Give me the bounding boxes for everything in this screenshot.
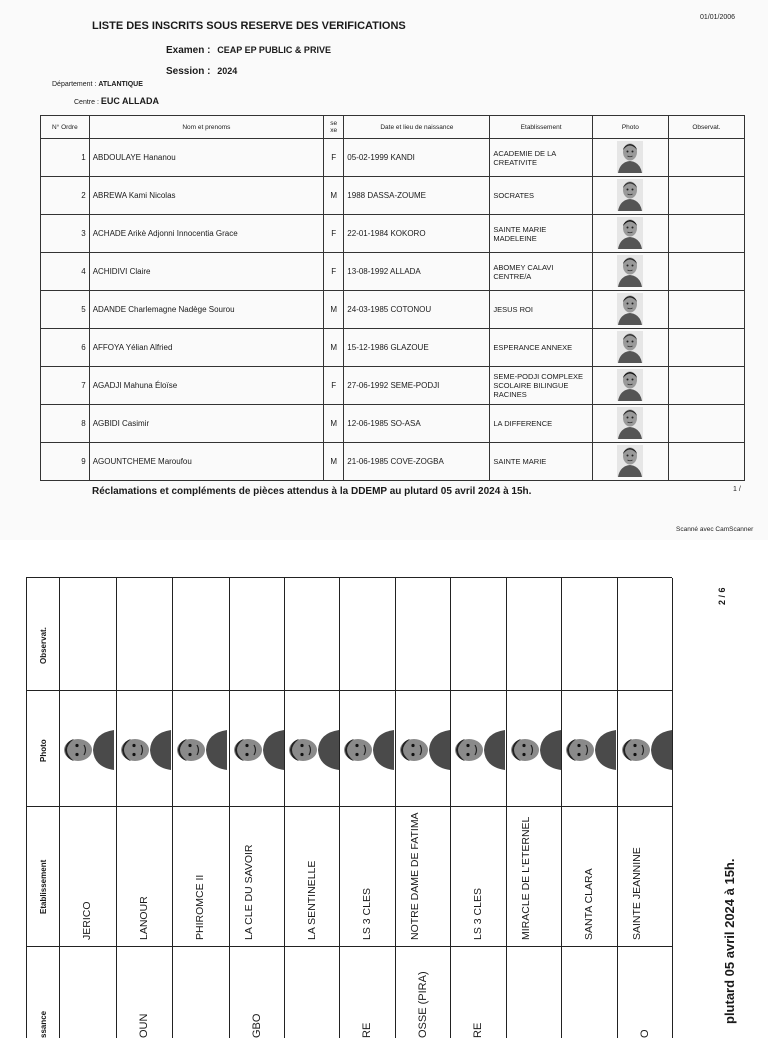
examen-line — [166, 45, 331, 56]
cell-etablissement: ACADEMIE DE LA CREATIVITE — [490, 139, 592, 177]
table-divider — [672, 578, 673, 1038]
rotated-header-photo: Photo — [39, 739, 48, 762]
scanner-watermark: Scanné avec CamScanner — [676, 526, 754, 533]
cell-observ — [668, 443, 744, 481]
page-number: 1 / — [733, 486, 741, 493]
rotated-naissance-fragment: O — [639, 1029, 651, 1038]
cell-nom: ABDOULAYE Hananou — [89, 139, 323, 177]
rotated-etablissement: LS 3 CLES — [361, 888, 373, 940]
cell-naissance: 12-06-1985 SO-ASA — [344, 405, 490, 443]
cell-ordre: 8 — [41, 405, 90, 443]
cell-etablissement: ESPERANCE ANNEXE — [490, 329, 592, 367]
cell-naissance: 1988 DASSA-ZOUME — [344, 177, 490, 215]
cell-sexe: M — [324, 405, 344, 443]
cell-etablissement: ABOMEY CALAVI CENTRE/A — [490, 253, 592, 291]
cell-ordre: 3 — [41, 215, 90, 253]
session-value: 2024 — [217, 66, 238, 76]
candidate-photo — [617, 445, 643, 477]
departement-line — [52, 81, 143, 88]
cell-naissance: 22-01-1984 KOKORO — [344, 215, 490, 253]
examen-label: Examen : — [166, 45, 211, 56]
candidate-photo — [512, 723, 556, 777]
cell-nom: AGBIDI Casimir — [89, 405, 323, 443]
table-divider — [284, 578, 285, 1038]
cell-sexe: M — [324, 291, 344, 329]
candidate-photo — [617, 293, 643, 325]
rotated-etablissement: PHIROMCE II — [194, 874, 206, 940]
cell-ordre: 5 — [41, 291, 90, 329]
table-row — [41, 329, 745, 367]
cell-ordre: 7 — [41, 367, 90, 405]
rotated-etablissement: JERICO — [81, 901, 93, 940]
rotated-naissance-fragment: RE — [361, 1022, 373, 1038]
header-observ: Observat. — [668, 116, 744, 139]
cell-sexe: F — [324, 139, 344, 177]
cell-nom: ACHIDIVI Claire — [89, 253, 323, 291]
cell-naissance: 13-08-1992 ALLADA — [344, 253, 490, 291]
cell-etablissement: SOCRATES — [490, 177, 592, 215]
table-divider — [617, 578, 618, 1038]
candidate-photo — [617, 369, 643, 401]
header-naissance: Date et lieu de naissance — [344, 116, 490, 139]
cell-nom: AGOUNTCHEME Maroufou — [89, 443, 323, 481]
session-line — [166, 66, 237, 77]
rotated-etablissement: LA CLE DU SAVOIR — [243, 844, 255, 940]
cell-sexe: F — [324, 253, 344, 291]
cell-photo — [592, 139, 668, 177]
table-divider — [116, 578, 117, 1038]
rotated-header-observ: Observat. — [39, 627, 48, 664]
rotated-etablissement: LANOUR — [138, 896, 150, 940]
table-row — [41, 215, 745, 253]
table-row — [41, 367, 745, 405]
footer-notice: Réclamations et compléments de pièces attendus à la DDEMP au plutard 05 avril 2024 à 15h. — [92, 486, 532, 497]
table-divider — [506, 578, 507, 1038]
cell-nom: ACHADE Arikè Adjonni Innocentia Grace — [89, 215, 323, 253]
session-label: Session : — [166, 66, 211, 77]
candidate-photo — [456, 723, 500, 777]
rotated-naissance-fragment: OUN — [138, 1013, 150, 1038]
cell-sexe: M — [324, 443, 344, 481]
cell-ordre: 6 — [41, 329, 90, 367]
table-divider — [172, 578, 173, 1038]
candidate-photo — [235, 723, 279, 777]
cell-photo — [592, 253, 668, 291]
cell-observ — [668, 367, 744, 405]
candidate-photo — [617, 331, 643, 363]
table-divider — [229, 578, 230, 1038]
cell-naissance: 15-12-1986 GLAZOUE — [344, 329, 490, 367]
document-date: 01/01/2006 — [700, 14, 736, 21]
cell-observ — [668, 329, 744, 367]
cell-ordre: 2 — [41, 177, 90, 215]
candidate-photo — [401, 723, 445, 777]
centre-label: Centre : — [74, 99, 99, 106]
rotated-etablissement: LS 3 CLES — [472, 888, 484, 940]
candidate-photo — [617, 179, 643, 211]
rotated-naissance-fragment: OSSE (PIRA) — [417, 971, 429, 1038]
cell-nom: AFFOYA Yélian Alfried — [89, 329, 323, 367]
cell-photo — [592, 367, 668, 405]
cell-naissance: 21-06-1985 COVE-ZOGBA — [344, 443, 490, 481]
departement-label: Département : — [52, 81, 97, 88]
header-ordre: N° Ordre — [41, 116, 90, 139]
cell-observ — [668, 177, 744, 215]
cell-etablissement: SAINTE MARIE — [490, 443, 592, 481]
table-divider — [339, 578, 340, 1038]
cell-naissance: 24-03-1985 COTONOU — [344, 291, 490, 329]
centre-line — [74, 96, 159, 106]
header-etablissement: Etablissement — [490, 116, 592, 139]
rotated-table — [26, 577, 672, 1038]
cell-photo — [592, 177, 668, 215]
candidate-photo — [65, 723, 109, 777]
cell-etablissement: JESUS ROI — [490, 291, 592, 329]
header-nom: Nom et prenoms — [89, 116, 323, 139]
cell-sexe: M — [324, 177, 344, 215]
candidate-photo — [290, 723, 334, 777]
header-photo: Photo — [592, 116, 668, 139]
candidates-table — [40, 115, 745, 481]
cell-naissance: 05-02-1999 KANDI — [344, 139, 490, 177]
rotated-naissance-fragment: GBO — [251, 1013, 263, 1038]
candidate-photo — [178, 723, 222, 777]
rotated-page-number: 2 / 6 — [717, 587, 727, 605]
scanned-page-2 — [0, 555, 768, 1038]
cell-ordre: 1 — [41, 139, 90, 177]
table-row — [41, 443, 745, 481]
cell-photo — [592, 329, 668, 367]
rotated-header-etablissement: Etablissement — [39, 859, 48, 914]
rotated-etablissement: MIRACLE DE L'ETERNEL — [520, 816, 532, 940]
cell-sexe: F — [324, 367, 344, 405]
table-row — [41, 405, 745, 443]
cell-naissance: 27-06-1992 SEME-PODJI — [344, 367, 490, 405]
candidate-photo — [617, 255, 643, 287]
table-divider — [27, 946, 672, 947]
table-row — [41, 253, 745, 291]
cell-sexe: F — [324, 215, 344, 253]
rotated-etablissement: SANTA CLARA — [583, 868, 595, 940]
cell-nom: ABREWA Kami Nicolas — [89, 177, 323, 215]
candidate-photo — [567, 723, 611, 777]
departement-value: ATLANTIQUE — [98, 81, 143, 88]
table-divider — [27, 690, 672, 691]
cell-photo — [592, 443, 668, 481]
rotated-etablissement: SAINTE JEANNINE — [631, 847, 643, 940]
cell-photo — [592, 291, 668, 329]
cell-observ — [668, 139, 744, 177]
cell-nom: ADANDE Charlemagne Nadège Sourou — [89, 291, 323, 329]
cell-sexe: M — [324, 329, 344, 367]
table-divider — [59, 578, 60, 1038]
cell-etablissement: SEME-PODJI COMPLEXE SCOLAIRE BILINGUE RACINES — [490, 367, 592, 405]
table-body — [41, 139, 745, 481]
candidate-photo — [617, 141, 643, 173]
cell-observ — [668, 215, 744, 253]
candidate-photo — [345, 723, 389, 777]
candidate-photo — [122, 723, 166, 777]
cell-observ — [668, 253, 744, 291]
table-row — [41, 177, 745, 215]
cell-etablissement: LA DIFFERENCE — [490, 405, 592, 443]
table-divider — [27, 806, 672, 807]
document-title: LISTE DES INSCRITS SOUS RESERVE DES VERIFICATIONS — [92, 20, 406, 32]
cell-observ — [668, 405, 744, 443]
candidate-photo — [623, 723, 667, 777]
cell-ordre: 4 — [41, 253, 90, 291]
cell-etablissement: SAINTE MARIE MADELEINE — [490, 215, 592, 253]
table-header-row — [41, 116, 745, 139]
rotated-footer-notice: plutard 05 avril 2024 à 15h. — [722, 858, 737, 1024]
rotated-etablissement: NOTRE DAME DE FATIMA — [409, 812, 421, 940]
centre-value: EUC ALLADA — [100, 96, 160, 106]
cell-observ — [668, 291, 744, 329]
table-divider — [561, 578, 562, 1038]
cell-ordre: 9 — [41, 443, 90, 481]
header-sexe: se xe — [324, 116, 344, 139]
rotated-header-naissance: ssance — [39, 1010, 48, 1038]
rotated-etablissement: LA SENTINELLE — [306, 860, 318, 940]
rotated-naissance-fragment: RE — [472, 1022, 484, 1038]
candidate-photo — [617, 217, 643, 249]
examen-value: CEAP EP PUBLIC & PRIVE — [217, 45, 331, 55]
cell-nom: AGADJI Mahuna Éloïse — [89, 367, 323, 405]
cell-photo — [592, 215, 668, 253]
cell-photo — [592, 405, 668, 443]
table-divider — [395, 578, 396, 1038]
table-row — [41, 139, 745, 177]
table-divider — [450, 578, 451, 1038]
candidate-photo — [617, 407, 643, 439]
table-row — [41, 291, 745, 329]
